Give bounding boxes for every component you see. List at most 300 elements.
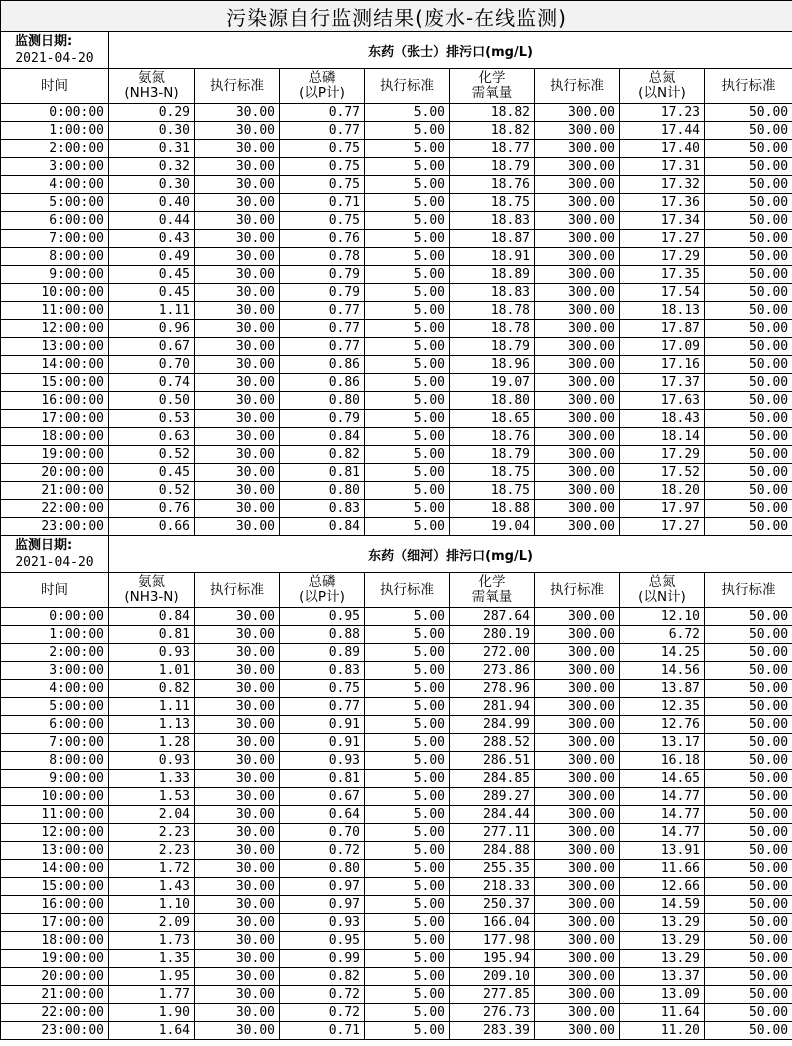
header-ammonia-text: (NH3-N) <box>124 589 179 605</box>
table-row <box>1 140 792 158</box>
table-cell: 30.00 <box>195 284 280 302</box>
table-cell: 21:00:00 <box>1 986 109 1004</box>
table-cell: 300.00 <box>535 986 620 1004</box>
table-cell: 276.73 <box>450 1004 535 1022</box>
table-row <box>1 734 792 752</box>
table-cell: 15:00:00 <box>1 878 109 896</box>
table-cell: 5.00 <box>365 248 450 266</box>
table-row <box>1 356 792 374</box>
table-row <box>1 680 792 698</box>
table-cell: 11.64 <box>620 1004 705 1022</box>
table-cell: 0.86 <box>280 356 365 374</box>
table-cell: 0.84 <box>280 428 365 446</box>
table-cell: 0.91 <box>280 734 365 752</box>
header-time-text: 时间 <box>41 77 68 94</box>
table-cell: 9:00:00 <box>1 266 109 284</box>
table-cell: 0.82 <box>280 446 365 464</box>
table-cell: 300.00 <box>535 770 620 788</box>
table-cell: 0.89 <box>280 644 365 662</box>
table-cell: 17:00:00 <box>1 914 109 932</box>
table-row <box>1 158 792 176</box>
table-row <box>1 698 792 716</box>
table-row <box>1 302 792 320</box>
table-cell: 0.82 <box>109 680 195 698</box>
table-cell: 5.00 <box>365 194 450 212</box>
table-cell: 300.00 <box>535 698 620 716</box>
table-cell: 300.00 <box>535 464 620 482</box>
table-cell: 5.00 <box>365 734 450 752</box>
table-row <box>1 896 792 914</box>
table-cell: 30.00 <box>195 320 280 338</box>
table-cell: 18.75 <box>450 464 535 482</box>
table-cell: 30.00 <box>195 932 280 950</box>
header-nitrogen-text: (以N计) <box>638 589 686 605</box>
table-row <box>1 104 792 122</box>
table-row <box>1 644 792 662</box>
table-cell: 300.00 <box>535 302 620 320</box>
table-cell: 30.00 <box>195 716 280 734</box>
table-cell: 283.39 <box>450 1022 535 1040</box>
table-cell: 30.00 <box>195 950 280 968</box>
table-cell: 30.00 <box>195 248 280 266</box>
header-nitrogen <box>620 573 705 608</box>
header-nitrogen-text: 总氮 <box>648 574 676 590</box>
table-cell: 13.09 <box>620 986 705 1004</box>
table-cell: 0.97 <box>280 896 365 914</box>
table-cell: 5.00 <box>365 212 450 230</box>
table-cell: 50.00 <box>705 968 792 986</box>
table-cell: 0.52 <box>109 482 195 500</box>
table-row <box>1 662 792 680</box>
table-cell: 300.00 <box>535 356 620 374</box>
table-cell: 0.80 <box>280 392 365 410</box>
table-cell: 50.00 <box>705 284 792 302</box>
table-cell: 0.29 <box>109 104 195 122</box>
table-cell: 0.32 <box>109 158 195 176</box>
table-row <box>1 914 792 932</box>
table-cell: 50.00 <box>705 806 792 824</box>
table-cell: 14.77 <box>620 824 705 842</box>
table-cell: 30.00 <box>195 824 280 842</box>
table-cell: 6.72 <box>620 626 705 644</box>
table-row <box>1 518 792 536</box>
table-cell: 12.76 <box>620 716 705 734</box>
header-standard-text: 执行标准 <box>210 77 264 94</box>
table-cell: 300.00 <box>535 914 620 932</box>
table-cell: 209.10 <box>450 968 535 986</box>
table-cell: 0.96 <box>109 320 195 338</box>
table-cell: 3:00:00 <box>1 662 109 680</box>
table-cell: 50.00 <box>705 446 792 464</box>
table-cell: 30.00 <box>195 194 280 212</box>
table-cell: 272.00 <box>450 644 535 662</box>
table-cell: 1.73 <box>109 932 195 950</box>
table-cell: 300.00 <box>535 248 620 266</box>
table-cell: 0.52 <box>109 446 195 464</box>
table-row <box>1 608 792 626</box>
table-cell: 14.77 <box>620 806 705 824</box>
table-cell: 300.00 <box>535 230 620 248</box>
table-cell: 5.00 <box>365 158 450 176</box>
table-cell: 287.64 <box>450 608 535 626</box>
table-row <box>1 428 792 446</box>
table-cell: 5.00 <box>365 1022 450 1040</box>
table-cell: 300.00 <box>535 716 620 734</box>
table-cell: 18:00:00 <box>1 428 109 446</box>
table-cell: 5.00 <box>365 410 450 428</box>
table-cell: 30.00 <box>195 896 280 914</box>
table-cell: 1.53 <box>109 788 195 806</box>
table-cell: 0.30 <box>109 176 195 194</box>
table-cell: 13.29 <box>620 950 705 968</box>
table-cell: 300.00 <box>535 428 620 446</box>
table-cell: 30.00 <box>195 842 280 860</box>
table-cell: 18.79 <box>450 338 535 356</box>
header-ammonia-text: 氨氮 <box>138 70 165 86</box>
table-row <box>1 752 792 770</box>
table-cell: 17.09 <box>620 338 705 356</box>
table-cell: 280.19 <box>450 626 535 644</box>
table-cell: 17.31 <box>620 158 705 176</box>
date-label: 监测日期: <box>15 34 73 49</box>
table-cell: 50.00 <box>705 734 792 752</box>
table-cell: 0.30 <box>109 122 195 140</box>
table-cell: 0.78 <box>280 248 365 266</box>
table-cell: 17:00:00 <box>1 410 109 428</box>
table-cell: 17.27 <box>620 518 705 536</box>
header-standard-text: 执行标准 <box>380 581 434 598</box>
table-cell: 30.00 <box>195 230 280 248</box>
header-time-text: 时间 <box>41 581 68 598</box>
table-cell: 177.98 <box>450 932 535 950</box>
table-cell: 1.13 <box>109 716 195 734</box>
table-cell: 50.00 <box>705 842 792 860</box>
table-cell: 17.27 <box>620 230 705 248</box>
table-cell: 18.76 <box>450 428 535 446</box>
table-cell: 7:00:00 <box>1 230 109 248</box>
table-cell: 0.72 <box>280 842 365 860</box>
table-cell: 5.00 <box>365 860 450 878</box>
table-cell: 50.00 <box>705 392 792 410</box>
table-cell: 0.75 <box>280 158 365 176</box>
table-cell: 6:00:00 <box>1 716 109 734</box>
table-cell: 286.51 <box>450 752 535 770</box>
table-cell: 30.00 <box>195 500 280 518</box>
table-cell: 30.00 <box>195 608 280 626</box>
table-cell: 17.29 <box>620 446 705 464</box>
table-cell: 5.00 <box>365 464 450 482</box>
table-cell: 50.00 <box>705 950 792 968</box>
table-cell: 1.90 <box>109 1004 195 1022</box>
table-cell: 0.81 <box>109 626 195 644</box>
table-cell: 300.00 <box>535 1004 620 1022</box>
header-ammonia <box>109 573 195 608</box>
table-cell: 300.00 <box>535 1022 620 1040</box>
table-cell: 1.77 <box>109 986 195 1004</box>
table-cell: 5.00 <box>365 680 450 698</box>
table-cell: 18.83 <box>450 212 535 230</box>
table-cell: 5.00 <box>365 140 450 158</box>
table-cell: 30.00 <box>195 1022 280 1040</box>
header-standard <box>535 69 620 104</box>
table-cell: 14.25 <box>620 644 705 662</box>
table-cell: 30.00 <box>195 392 280 410</box>
table-cell: 284.44 <box>450 806 535 824</box>
table-cell: 5.00 <box>365 608 450 626</box>
header-standard <box>705 573 792 608</box>
table-cell: 300.00 <box>535 374 620 392</box>
table-cell: 50.00 <box>705 122 792 140</box>
table-cell: 2.23 <box>109 842 195 860</box>
table-cell: 0.86 <box>280 374 365 392</box>
header-standard <box>705 69 792 104</box>
table-cell: 5.00 <box>365 752 450 770</box>
table-cell: 50.00 <box>705 986 792 1004</box>
table-cell: 19:00:00 <box>1 950 109 968</box>
table-cell: 30.00 <box>195 662 280 680</box>
table-cell: 30.00 <box>195 878 280 896</box>
table-cell: 0.72 <box>280 1004 365 1022</box>
table-cell: 22:00:00 <box>1 1004 109 1022</box>
table-cell: 300.00 <box>535 194 620 212</box>
table-cell: 50.00 <box>705 158 792 176</box>
table-cell: 21:00:00 <box>1 482 109 500</box>
table-cell: 19.07 <box>450 374 535 392</box>
table-cell: 1.33 <box>109 770 195 788</box>
section-header-row <box>1 536 792 573</box>
table-cell: 0.66 <box>109 518 195 536</box>
table-cell: 166.04 <box>450 914 535 932</box>
table-cell: 18.79 <box>450 446 535 464</box>
table-cell: 30.00 <box>195 788 280 806</box>
table-cell: 5.00 <box>365 518 450 536</box>
table-cell: 5.00 <box>365 788 450 806</box>
table-cell: 11.20 <box>620 1022 705 1040</box>
table-cell: 50.00 <box>705 320 792 338</box>
table-cell: 50.00 <box>705 356 792 374</box>
table-cell: 300.00 <box>535 518 620 536</box>
table-row <box>1 986 792 1004</box>
table-cell: 300.00 <box>535 950 620 968</box>
table-cell: 50.00 <box>705 230 792 248</box>
table-cell: 30.00 <box>195 266 280 284</box>
table-cell: 0.99 <box>280 950 365 968</box>
table-cell: 5.00 <box>365 482 450 500</box>
header-standard-text: 执行标准 <box>721 581 776 598</box>
table-cell: 50.00 <box>705 878 792 896</box>
table-cell: 11:00:00 <box>1 806 109 824</box>
table-cell: 12.10 <box>620 608 705 626</box>
table-row <box>1 338 792 356</box>
table-cell: 17.87 <box>620 320 705 338</box>
table-cell: 5.00 <box>365 932 450 950</box>
table-cell: 17.29 <box>620 248 705 266</box>
table-cell: 0.77 <box>280 320 365 338</box>
table-cell: 30.00 <box>195 680 280 698</box>
table-cell: 17.34 <box>620 212 705 230</box>
table-cell: 5:00:00 <box>1 698 109 716</box>
table-cell: 5.00 <box>365 662 450 680</box>
table-row <box>1 248 792 266</box>
table-cell: 0.97 <box>280 878 365 896</box>
table-cell: 30.00 <box>195 158 280 176</box>
table-cell: 300.00 <box>535 608 620 626</box>
table-cell: 23:00:00 <box>1 518 109 536</box>
table-cell: 255.35 <box>450 860 535 878</box>
table-row <box>1 788 792 806</box>
table-cell: 50.00 <box>705 482 792 500</box>
table-cell: 9:00:00 <box>1 770 109 788</box>
header-cod-text: 需氧量 <box>471 589 513 605</box>
table-cell: 50.00 <box>705 302 792 320</box>
table-cell: 5.00 <box>365 284 450 302</box>
header-standard <box>365 69 450 104</box>
table-row <box>1 1022 792 1040</box>
header-cod <box>450 69 535 104</box>
table-cell: 5.00 <box>365 374 450 392</box>
table-cell: 5.00 <box>365 698 450 716</box>
table-cell: 50.00 <box>705 680 792 698</box>
table-row <box>1 824 792 842</box>
table-cell: 5.00 <box>365 770 450 788</box>
table-cell: 50.00 <box>705 266 792 284</box>
table-cell: 300.00 <box>535 878 620 896</box>
table-row <box>1 464 792 482</box>
column-header-row <box>1 69 792 104</box>
table-cell: 5.00 <box>365 500 450 518</box>
table-cell: 13.37 <box>620 968 705 986</box>
table-cell: 30.00 <box>195 464 280 482</box>
table-row <box>1 716 792 734</box>
table-cell: 17.16 <box>620 356 705 374</box>
table-row <box>1 806 792 824</box>
table-cell: 18.78 <box>450 320 535 338</box>
table-cell: 300.00 <box>535 122 620 140</box>
table-cell: 20:00:00 <box>1 464 109 482</box>
table-cell: 0.93 <box>280 752 365 770</box>
table-cell: 1.10 <box>109 896 195 914</box>
table-cell: 5.00 <box>365 878 450 896</box>
table-row <box>1 878 792 896</box>
table-cell: 30.00 <box>195 698 280 716</box>
header-phosphorus-text: (以P计) <box>299 589 345 605</box>
table-cell: 300.00 <box>535 680 620 698</box>
table-cell: 0.93 <box>280 914 365 932</box>
table-cell: 300.00 <box>535 662 620 680</box>
table-cell: 50.00 <box>705 194 792 212</box>
header-cod-text: 需氧量 <box>471 85 513 101</box>
table-cell: 50.00 <box>705 608 792 626</box>
table-cell: 50.00 <box>705 662 792 680</box>
table-row <box>1 392 792 410</box>
table-cell: 30.00 <box>195 446 280 464</box>
table-cell: 0.45 <box>109 284 195 302</box>
table-cell: 0.84 <box>280 518 365 536</box>
table-cell: 1.28 <box>109 734 195 752</box>
table-cell: 50.00 <box>705 140 792 158</box>
table-cell: 0.64 <box>280 806 365 824</box>
table-cell: 5.00 <box>365 338 450 356</box>
table-cell: 30.00 <box>195 860 280 878</box>
table-cell: 0.72 <box>280 986 365 1004</box>
table-cell: 18.89 <box>450 266 535 284</box>
table-cell: 18.75 <box>450 482 535 500</box>
table-cell: 0.81 <box>280 770 365 788</box>
table-cell: 0.70 <box>109 356 195 374</box>
table-cell: 300.00 <box>535 752 620 770</box>
table-cell: 13.29 <box>620 914 705 932</box>
table-cell: 12:00:00 <box>1 320 109 338</box>
table-cell: 0.44 <box>109 212 195 230</box>
table-cell: 0.53 <box>109 410 195 428</box>
table-cell: 300.00 <box>535 806 620 824</box>
header-time <box>1 69 109 104</box>
table-cell: 5.00 <box>365 806 450 824</box>
table-cell: 0.70 <box>280 824 365 842</box>
table-cell: 30.00 <box>195 338 280 356</box>
table-cell: 0.93 <box>109 644 195 662</box>
table-cell: 17.36 <box>620 194 705 212</box>
table-cell: 18.80 <box>450 392 535 410</box>
table-cell: 18.96 <box>450 356 535 374</box>
table-cell: 18.76 <box>450 176 535 194</box>
page-title: 污染源自行监测结果(废水-在线监测) <box>1 1 792 32</box>
table-cell: 300.00 <box>535 446 620 464</box>
table-cell: 13.17 <box>620 734 705 752</box>
table-cell: 14.59 <box>620 896 705 914</box>
table-cell: 300.00 <box>535 932 620 950</box>
table-cell: 300.00 <box>535 410 620 428</box>
table-cell: 1.43 <box>109 878 195 896</box>
table-cell: 30.00 <box>195 410 280 428</box>
table-cell: 30.00 <box>195 176 280 194</box>
table-cell: 1.11 <box>109 302 195 320</box>
table-cell: 0.82 <box>280 968 365 986</box>
header-cod-text: 化学 <box>478 70 506 86</box>
header-phosphorus-text: 总磷 <box>308 574 336 590</box>
table-cell: 0.91 <box>280 716 365 734</box>
table-cell: 300.00 <box>535 482 620 500</box>
table-cell: 5.00 <box>365 176 450 194</box>
table-cell: 5.00 <box>365 716 450 734</box>
table-row <box>1 626 792 644</box>
table-cell: 12:00:00 <box>1 824 109 842</box>
table-cell: 0.79 <box>280 266 365 284</box>
table-cell: 1.64 <box>109 1022 195 1040</box>
table-cell: 0.49 <box>109 248 195 266</box>
table-cell: 30.00 <box>195 518 280 536</box>
table-cell: 300.00 <box>535 266 620 284</box>
header-ammonia-text: (NH3-N) <box>124 85 179 101</box>
table-cell: 0.93 <box>109 752 195 770</box>
table-cell: 14:00:00 <box>1 356 109 374</box>
table-cell: 23:00:00 <box>1 1022 109 1040</box>
table-cell: 17.97 <box>620 500 705 518</box>
table-cell: 284.85 <box>450 770 535 788</box>
table-cell: 13:00:00 <box>1 842 109 860</box>
monitor-date-cell <box>1 536 109 573</box>
table-cell: 289.27 <box>450 788 535 806</box>
table-cell: 13.91 <box>620 842 705 860</box>
table-row <box>1 968 792 986</box>
table-cell: 18.75 <box>450 194 535 212</box>
table-cell: 14.56 <box>620 662 705 680</box>
table-cell: 0.79 <box>280 284 365 302</box>
table-cell: 2.04 <box>109 806 195 824</box>
header-ammonia <box>109 69 195 104</box>
table-row <box>1 374 792 392</box>
table-cell: 11:00:00 <box>1 302 109 320</box>
